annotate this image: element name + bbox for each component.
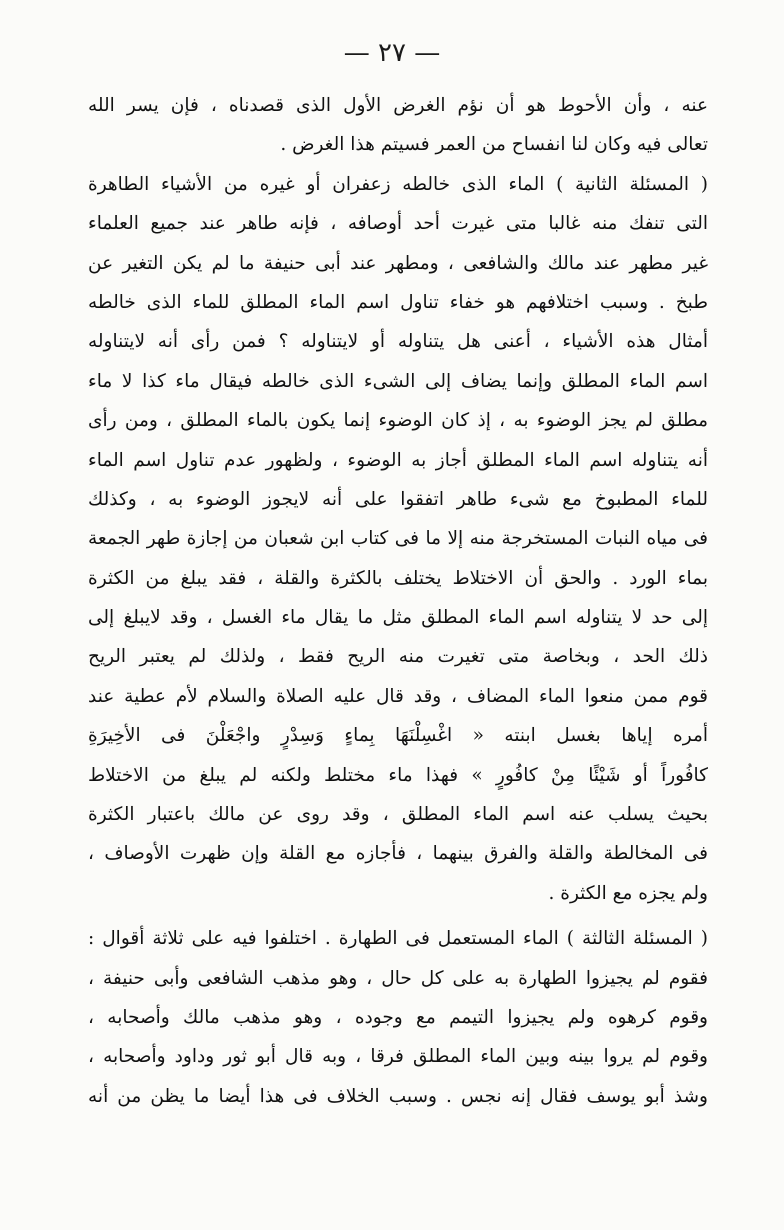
text-line: ذلك الحد ، وبخاصة متى تغيرت منه الريح فقط ، ولذلك لم يعتبر الريح xyxy=(88,646,708,668)
text-line: التى تنفك منه غالبا متى غيرت أحد أوصافه ، فإنه طاهر عند جميع العلماء xyxy=(88,213,708,235)
text-line: وقوم كرهوه ولم يجيزوا التيمم مع وجوده ، وهو مذهب مالك وأصحابه ، xyxy=(88,1006,708,1028)
text-line: تعالى فيه وكان لنا انفساح من العمر فسيتم هذا الغرض . xyxy=(280,134,708,156)
page-number: — ٢٧ — xyxy=(343,38,441,68)
text-line: اسم الماء المطلق وإنما يضاف إلى الشىء الذى خالطه فيقال ماء كذا لا ماء xyxy=(88,370,708,392)
text-line: ( المسئلة الثانية ) الماء الذى خالطه زعفران أو غيره من الأشياء الطاهرة xyxy=(88,173,708,195)
text-line: إلى حد لا يتناوله اسم الماء المطلق مثل ما يقال ماء الغسل ، وقد لايبلغ إلى xyxy=(88,607,708,629)
text-line: غير مطهر عند مالك والشافعى ، ومطهر عند أبى حنيفة ما لم يكن التغير عن xyxy=(88,252,708,274)
text-line: طبخ . وسبب اختلافهم هو خفاء تناول اسم الماء المطلق للماء الذى خالطه xyxy=(88,291,708,313)
text-line: أمثال هذه الأشياء ، أعنى هل يتناوله أو لايتناوله ؟ فمن رأى أنه لايتناوله xyxy=(88,331,708,353)
text-line: ( المسئلة الثالثة ) الماء المستعمل فى الطهارة . اختلفوا فيه على ثلاثة أقوال : xyxy=(88,928,708,950)
text-line: ولم يجزه مع الكثرة . xyxy=(548,882,708,904)
text-line: فى المخالطة والقلة والفرق بينهما ، فأجازه مع القلة وإن ظهرت الأوصاف ، xyxy=(88,843,708,865)
text-line: للماء المطبوخ مع شىء طاهر اتفقوا على أنه لايجوز الوضوء به ، وكذلك xyxy=(88,488,708,510)
text-line: أنه يتناوله اسم الماء المطلق أجاز به الوضوء ، ولظهور عدم تناول اسم الماء xyxy=(88,449,708,471)
text-line: فى مياه النبات المستخرجة منه إلا ما فى كتاب ابن شعبان من إجازة طهر الجمعة xyxy=(88,528,708,550)
text-line: وشذ أبو يوسف فقال إنه نجس . وسبب الخلاف فى هذا أيضا ما يظن من أنه xyxy=(88,1085,708,1107)
text-line: وقوم لم يروا بينه وبين الماء المطلق فرقا ، وبه قال أبو ثور وداود وأصحابه ، xyxy=(88,1046,708,1068)
text-line: بحيث يسلب عنه اسم الماء المطلق ، وقد روى عن مالك باعتبار الكثرة xyxy=(88,804,708,826)
text-line: بماء الورد . والحق أن الاختلاط يختلف بالكثرة والقلة ، فقد يبلغ من الكثرة xyxy=(88,567,708,589)
text-line: فقوم لم يجيزوا الطهارة به على كل حال ، وهو مذهب الشافعى وأبى حنيفة ، xyxy=(88,967,708,989)
text-line: كافُوراً أو شَيْئًا مِنْ كافُورٍ » فهذا ماء مختلط ولكنه لم يبلغ من الاختلاط xyxy=(88,764,708,786)
text-line: قوم ممن منعوا الماء المضاف ، وقد قال عليه الصلاة والسلام لأم عطية عند xyxy=(88,685,708,707)
body-text xyxy=(88,86,708,1116)
text-line: عنه ، وأن الأحوط هو أن نؤم الغرض الأول الذى قصدناه ، فإن يسر الله xyxy=(88,95,708,116)
text-line: مطلق لم يجز الوضوء به ، إذ كان الوضوء إنما يكون بالماء المطلق ، ومن رأى xyxy=(88,410,708,432)
text-line: أمره إياها بغسل ابنته « اغْسِلْنَهَا بِماءٍ وَسِدْرٍ واجْعَلْنَ فى الأخِيرَةِ xyxy=(88,725,708,747)
